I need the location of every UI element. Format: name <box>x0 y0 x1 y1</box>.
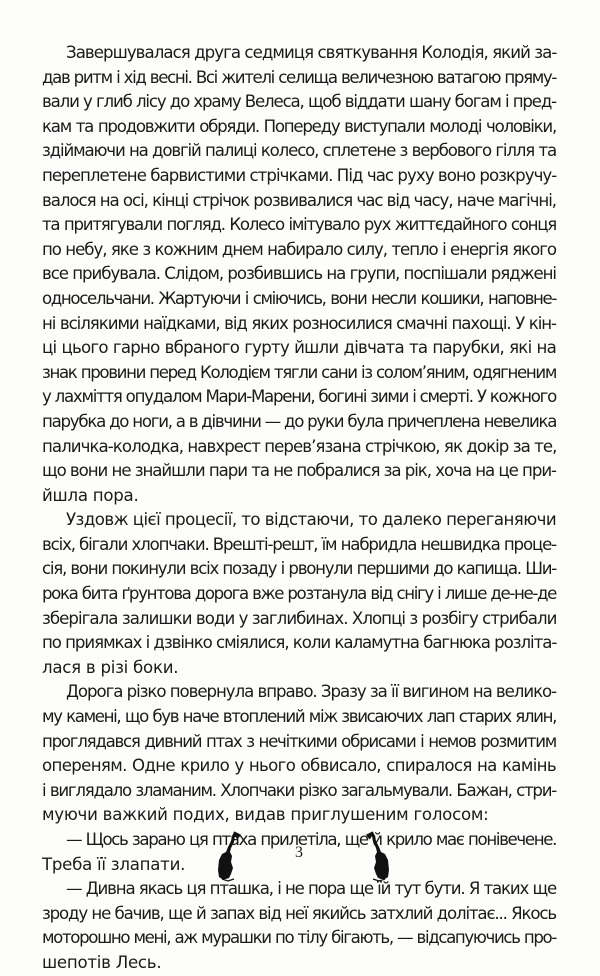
text-line: вали у глиб лісу до храму Велеса, щоб віддати шану богам і пред- <box>42 92 556 112</box>
text-line: зроду не бачив, ще й запах від неї якийсь затхлий долітає... Якось <box>42 903 556 923</box>
text-line: — Щось зарано ця птаха прилетіла, ще й крило має понівечене. <box>66 830 556 849</box>
text-line: паличка-колодка, навхрест перев’язана стрічкою, як докір за те, <box>42 436 557 456</box>
text-line: Завершувалася друга седмиця святкування Колодія, який за- <box>66 43 557 62</box>
text-line: здіймаючи на довгій палиці колесо, сплетене з вербового гілля та <box>42 141 556 161</box>
text-line: проглядався дивний птах з нечіткими обрисами і немов розмитим <box>42 731 556 751</box>
text-line: по небу, яке з кожним днем набирало силу, тепло і енергія якого <box>42 239 556 259</box>
text-line: лася в різі боки. <box>42 657 179 677</box>
text-line: моторошно мені, аж мурашки по тілу бігають, — відсапуючись про- <box>42 928 556 948</box>
text-line: шепотів Лесь. <box>42 952 162 972</box>
text-line: по приямках і дзвінко сміялися, коли каламутна багнюка розліта- <box>42 633 557 653</box>
text-line: кам та продовжити обряди. Попереду виступали молоді чоловіки, <box>42 116 556 136</box>
text-line: муючи важкий подих, видав приглушеним голосом: <box>42 805 489 825</box>
text-line: переплетене барвистими стрічками. Під час руху воно розкручу- <box>42 165 557 185</box>
text-line: односельчани. Жартуючи і сміючись, вони несли кошики, наповне- <box>42 288 556 308</box>
text-line: дав ритм і хід весні. Всі жителі селища величезною ватагою пряму- <box>42 67 556 87</box>
text-line: і виглядало зламаним. Хлопчаки різко загальмували. Бажан, стри- <box>42 780 556 800</box>
text-line: рока бита ґрунтова дорога вже розтанула від снігу і лише де-не-де <box>42 584 556 604</box>
text-line: Дорога різко повернула вправо. Зразу за її вигином на велико- <box>66 682 557 702</box>
text-line: всіх, бігали хлопчаки. Врешті-решт, їм набридла нешвидка проце- <box>42 534 556 554</box>
text-line: йшла пора. <box>42 485 139 505</box>
text-line: та притягували погляд. Колесо імітувало рух життєдайного сонця <box>42 215 556 235</box>
text-line: Треба її злапати. <box>42 854 186 874</box>
text-line: опереням. Одне крило у нього обвисало, спиралося на камінь <box>42 756 556 776</box>
page-number: 3 <box>295 844 303 861</box>
text-line: сія, вони покинули всіх позаду і рвонули першими до капища. Ши- <box>42 559 556 579</box>
text-line: му камені, що був наче втоплений між звисаючих лап старих ялин, <box>42 707 556 727</box>
text-line: все прибувала. Слідом, розбившись на групи, поспішали ряджені <box>42 264 556 284</box>
text-line: ні всілякими наїдками, від яких розносилися смачні пахощі. У кін- <box>42 313 556 333</box>
decorative-figure-icon <box>361 830 391 882</box>
text-line: Уздовж цієї процесії, то відстаючи, то далеко переганяючи <box>66 510 557 530</box>
text-line: що вони не знайшли пари та не побралися за рік, хоча на це при- <box>42 461 556 481</box>
text-line: знак провини перед Колодієм тягли сани із солом’яним, одягненим <box>42 362 556 382</box>
page-footer <box>0 830 600 890</box>
text-line: ці цього гарно вбраного гурту йшли дівчата та парубки, які на <box>42 338 556 358</box>
text-line: у лахміття опудалом Мари-Марени, богині зими і смерті. У кожного <box>42 387 556 407</box>
text-line: валося на осі, кінці стрічок розвивалися час від часу, наче магічні, <box>42 190 556 210</box>
decorative-figure-icon <box>216 830 246 882</box>
text-line: зберігала залишки води у заглибинах. Хлопці з розбігу стрибали <box>42 608 557 628</box>
text-line: — Дивна якась ця пташка, і не пора ще їй тут бути. Я таких ще <box>66 879 556 899</box>
text-line: парубка до ноги, а в дівчини — до руки була причеплена невелика <box>42 411 557 431</box>
